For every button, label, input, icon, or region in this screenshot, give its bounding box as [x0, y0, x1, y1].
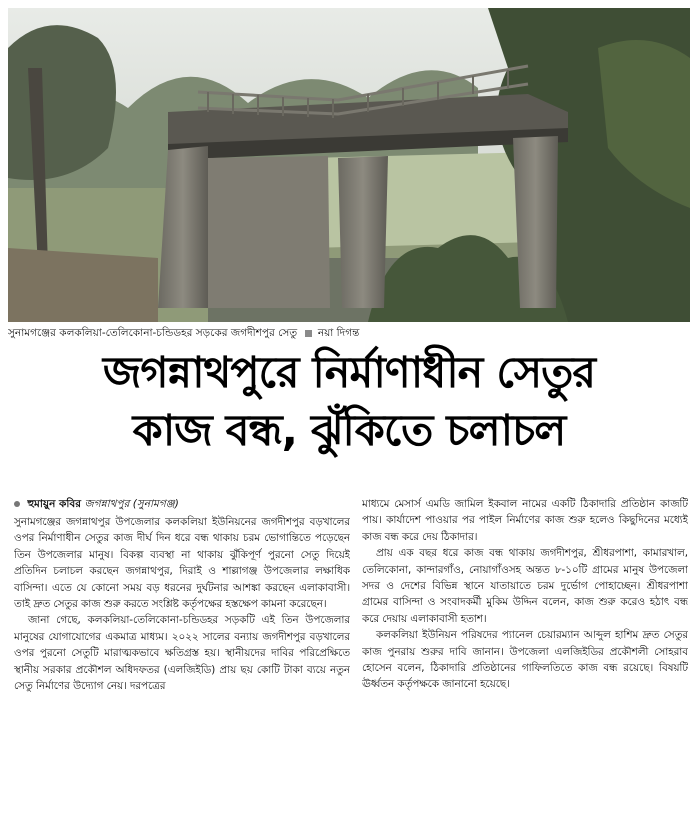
- byline-author: হুমায়ুন কবির: [27, 498, 82, 510]
- headline-line-2: কাজ বন্ধ, ঝুঁকিতে চলাচল: [132, 406, 566, 456]
- caption-text: সুনামগঞ্জের কলকলিয়া-তেলিকোনা-চন্ডিডহর সড়কের জগদীশপুর সেতু: [8, 327, 298, 339]
- paragraph: জানা গেছে, কলকলিয়া-তেলিকোনা-চন্ডিডহর সড়কটি এই তিন উপজেলার মানুষের যোগাযোগের একমাত্র মাধ্যম। ২০২২ সালের বন্যায় জগদীশপুর বড়খালের ওপর পুরনো সেতুটি মারাত্মকভাবে ক্ষতিগ্রস্ত হয়। স্থানীয়দের দাবির পরিপ্রেক্ষিতে স্থানীয় সরকার প্রকৌশল অধিদফতর (এলজিইডি) প্রায় ছয় কোটি টাকা ব্যয়ে নতুন সেতু নির্মাণের উদ্যোগ নেয়। দরপত্রের: [14, 614, 350, 693]
- article-column-right: [362, 496, 688, 816]
- caption-credit: নয়া দিগন্ত: [317, 327, 360, 339]
- paragraph: প্রায় এক বছর ধরে কাজ বন্ধ থাকায় জগদীশপুর, শ্রীধরপাশা, কামারখাল, তেলিকোনা, কান্দারগাঁও, নোয়াগাঁওসহ অন্তত ৮-১০টি গ্রামের মানুষ উপজেলা সদর ও দেশের বিভিন্ন স্থানে যাতায়াতে চরম দুর্ভোগ পোহাচ্ছেন। শ্রীধরপাশা গ্রামের বাসিন্দা ও সংবাদকর্মী মুকিম উদ্দিন বলেন, কাজ শুরু করেও হঠাৎ বন্ধ করে দেয়ায় এলাকাবাসী হতাশ।: [362, 547, 688, 625]
- headline-line-1: জগন্নাথপুরে নির্মাণাধীন সেতুর: [102, 348, 596, 398]
- headline: [0, 344, 698, 460]
- paragraph: সুনামগঞ্জের জগন্নাথপুর উপজেলার কলকলিয়া ইউনিয়নের জগদীশপুর বড়খালের ওপর নির্মাণাধীন সেতুর কাজ দীর্ঘ দিন ধরে বন্ধ থাকায় চরম ভোগান্তিতে পড়েছেন তিন উপজেলার মানুষ। বিকল্প ব্যবস্থা না থাকায় ঝুঁকিপূর্ণ পুরনো সেতু দিয়েই প্রতিদিন চলাচল করছেন জগন্নাথপুর, দিরাই ও শাল্লাগঞ্জ উপজেলার লক্ষাধিক বাসিন্দা। এতে যে কোনো সময় বড় ধরনের দুর্ঘটনার আশঙ্কা করছেন এলাকাবাসী। তাই দ্রুত সেতুর কাজ শুরু করতে সংশ্লিষ্ট কর্তৃপক্ষের হস্তক্ষেপ কামনা করেছেন।: [14, 516, 350, 611]
- bridge-photo: [8, 8, 690, 322]
- byline: [14, 495, 354, 513]
- bullet-icon: [14, 501, 20, 507]
- photo-caption: [8, 323, 690, 343]
- square-icon: [305, 330, 312, 337]
- byline-place: জগন্নাথপুর (সুনামগঞ্জ): [84, 498, 179, 510]
- article-column-left: [14, 514, 350, 814]
- paragraph: মাধ্যমে মেসার্স এমডি জামিল ইকবাল নামের একটি ঠিকাদারি প্রতিষ্ঠান কাজটি পায়। কার্যাদেশ পাওয়ার পর পাইল নির্মাণের কাজ শুরু হলেও কিছুদিনের মধ্যেই কাজ বন্ধ করে দেয় ঠিকাদার।: [362, 498, 688, 543]
- paragraph: কলকলিয়া ইউনিয়ন পরিষদের প্যানেল চেয়ারম্যান আব্দুল হাশিম দ্রুত সেতুর কাজ পুনরায় শুরুর দাবি জানান। উপজেলা এলজিইডির প্রকৌশলী সোহরাব হোসেন বলেন, ঠিকাদারি প্রতিষ্ঠানের গাফিলতিতে কাজ বন্ধ রয়েছে। বিষয়টি ঊর্ধ্বতন কর্তৃপক্ষকে জানানো হয়েছে।: [362, 629, 688, 691]
